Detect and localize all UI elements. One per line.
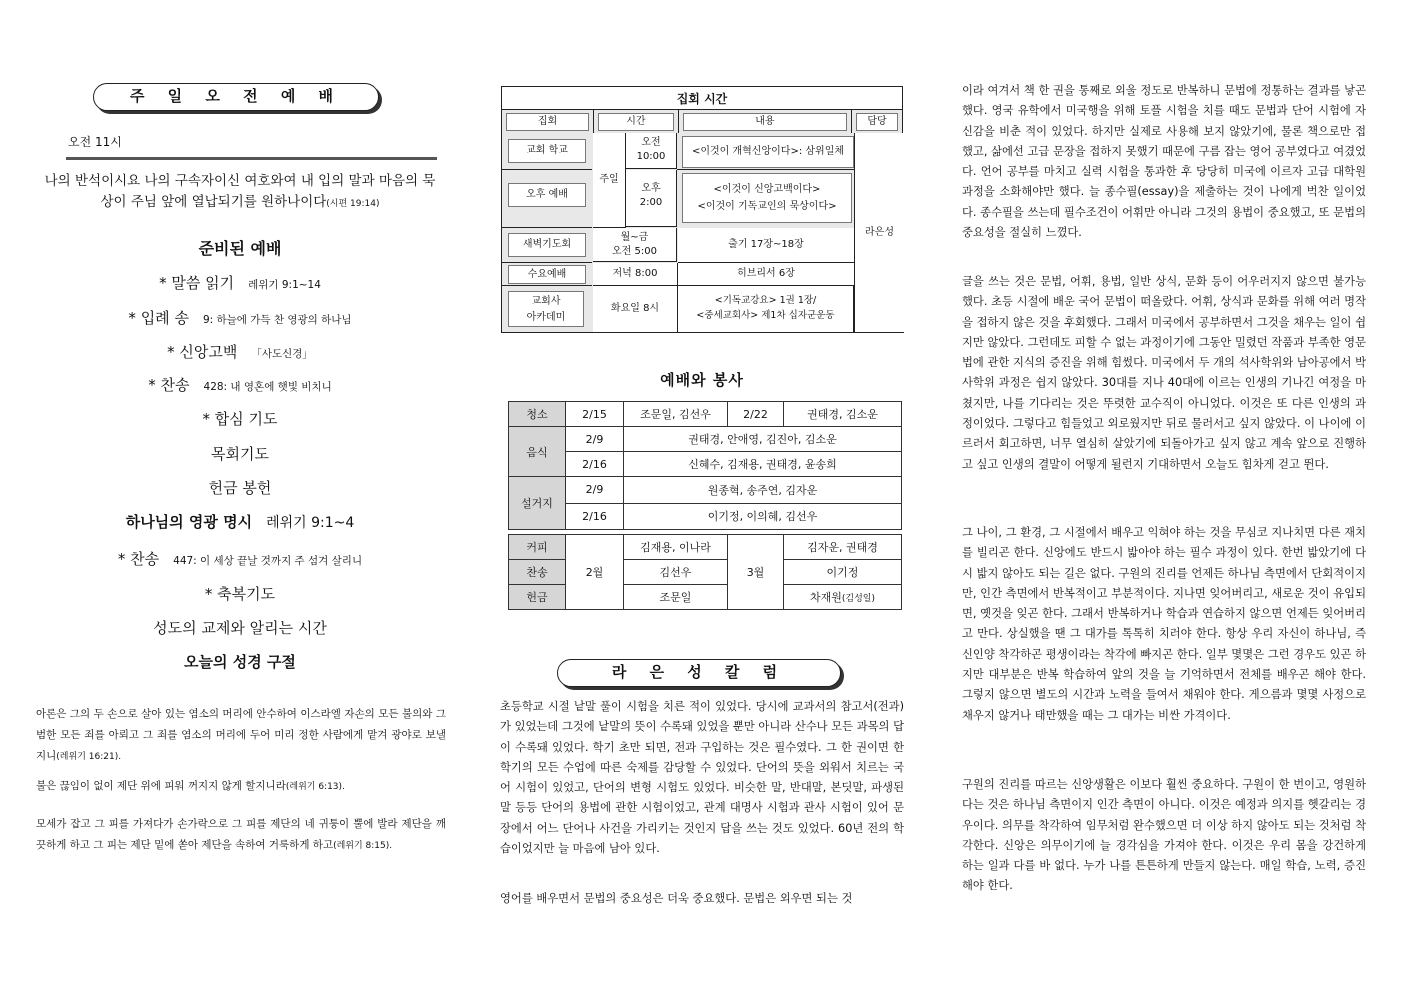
- role-people: [784, 585, 902, 610]
- order-label: * 찬송: [148, 376, 190, 394]
- role-label: 설거지: [509, 477, 566, 530]
- order-item: [30, 374, 450, 395]
- morning-service-title: 주 일 오 전 예 배: [93, 83, 379, 111]
- order-item: [30, 617, 450, 638]
- role-people: 이기정, 이의혜, 김선우: [624, 503, 902, 530]
- role-label: 찬송: [509, 560, 566, 585]
- order-item: [30, 307, 450, 328]
- role-people: 신혜수, 김재용, 권태경, 윤송희: [624, 452, 902, 477]
- order-label: 하나님의 영광 명시: [125, 513, 253, 531]
- scripture-verse: [36, 704, 446, 768]
- role-date: 2/15: [566, 402, 624, 427]
- content-cell: <이것이 신앙고백이다> <이것이 기독교인의 묵상이다>: [682, 173, 852, 223]
- meeting-name: 새벽기도회: [508, 233, 586, 257]
- prepared-worship-title: 준비된 예배: [198, 239, 282, 258]
- role-label: 음식: [509, 427, 566, 477]
- role-label: 헌금: [509, 585, 566, 610]
- order-item: [30, 272, 450, 293]
- call-to-worship: [40, 171, 440, 215]
- order-detail: 428: 내 영혼에 햇빛 비치니: [203, 381, 332, 393]
- role-people: 권태경, 안애영, 김진아, 김소운: [624, 427, 902, 452]
- header-time: 시간: [598, 113, 674, 131]
- column-paragraph: 초등학교 시절 낱말 풀이 시험을 치른 적이 있었다. 당시에 교과서의 참고서(전과)가 있었는데 그것에 낱말의 뜻이 수록돼 있었을 뿐만 아니라 산수나 모든 과목의 답이 수록돼 있었다. 학기 초만 되면, 전과 구입하는 것은 필수였다. 그 한 권이면 한 학기의 모든 수업에 따른 숙제를 감당할 수 있었다. 단어의 뜻을 외워서 치르는 국어 시험이 있었고, 단어의 변형 시험도 있었다. 비슷한 말, 반대말, 본딧말, 파생된 말 등등 단어의 용법에 관한 시험이었고, 관계 대명사 시험과 관사 시험이 있어 문장에서 어느 단어나 사건을 가리키는 것인지 답을 쓰는 것도 있었다. 60년 전의 학습이었지만 늘 마음에 남아 있다.: [500, 700, 904, 856]
- order-detail: 9: 하늘에 가득 찬 영광의 하나님: [202, 314, 352, 326]
- column-paragraph: 영어를 배우면서 문법의 중요성은 더욱 중요했다. 문법은 외우면 되는 것: [500, 892, 853, 905]
- order-item: [30, 341, 450, 362]
- order-detail: 「사도신경」: [251, 348, 313, 360]
- role-people: 권태경, 김소운: [784, 402, 902, 427]
- order-item: [30, 651, 450, 672]
- time-cell: 저녁 8:00: [593, 263, 678, 286]
- meeting-name: 교회사 아카데미: [508, 291, 584, 327]
- order-label: * 말씀 읽기: [159, 274, 235, 292]
- verse-text: 아론은 그의 두 손으로 살아 있는 염소의 머리에 안수하여 이스라엘 자손의 모든 불의와 그 범한 모든 죄를 아뢰고 그 죄를 염소의 머리에 두어 미리 정한 사람에게 맡겨 광야로 보낼지니: [36, 708, 446, 762]
- divider: [66, 157, 437, 160]
- column-paragraph: 이라 여겨서 책 한 권을 통째로 외울 정도로 반복하니 문법에 정통하는 결과를 낳곤 했다. 영국 유학에서 미국행을 위해 토플 시험을 치를 때도 문법과 단어 시험에 자신감을 비춘 적이 있었다. 하지만 실제로 사용해 보지 않았기에, 물론 책으로만 접했고, 삶에선 고급 문장을 접하지 못했기 때문에 구름 잡는 영어 공부였다고 여겼었다. 언어 공부를 마치고 실력 시험을 통과한 후 당당히 미국에 이르자 고급 대학원 과정을 소화해야만 했다. 늘 종수필(essay)을 제출하는 것이 나에게 벅찬 일이었다. 종수필을 쓰는데 필수조건이 어휘만 아니라 그것의 용법이 중요했고, 또 문법의 중요성을 절실히 느꼈다.: [962, 84, 1366, 240]
- time-cell: 오전 10:00: [626, 133, 677, 169]
- order-item: [30, 511, 450, 532]
- time-cell: 오후 2:00: [626, 170, 677, 227]
- monthly-roles-table: [508, 534, 902, 610]
- header-content: 내용: [683, 113, 847, 131]
- order-detail: 레위기 9:1~4: [266, 515, 355, 531]
- service-time: 오전 11시: [68, 135, 122, 149]
- order-label: * 찬송: [117, 550, 160, 568]
- role-date: 2/16: [566, 503, 624, 530]
- meeting-times-table: [501, 86, 903, 135]
- order-label: 헌금 봉헌: [208, 479, 272, 497]
- role-label: 커피: [509, 535, 566, 560]
- order-label: 성도의 교제와 알리는 시간: [153, 619, 327, 637]
- offering-note: (김성일): [841, 594, 875, 604]
- leader-cell: 라은성: [854, 133, 904, 332]
- role-people: 김자운, 권태경: [784, 535, 902, 560]
- role-people: 조문일: [624, 585, 728, 610]
- month-label: 3월: [728, 535, 784, 610]
- sunday-cell: 주일: [593, 133, 626, 228]
- order-label: * 합심 기도: [202, 410, 278, 428]
- role-people: 김선우: [624, 560, 728, 585]
- role-date: 2/22: [728, 402, 784, 427]
- role-people: 김재용, 이나라: [624, 535, 728, 560]
- header-meeting: 집회: [506, 113, 589, 131]
- order-label: * 축복기도: [204, 585, 276, 603]
- meeting-times-body: [501, 133, 904, 333]
- verse-ref: (레위기 6:13).: [285, 782, 345, 792]
- column-paragraph: 글을 쓰는 것은 문법, 어휘, 용법, 일반 상식, 문화 등이 어우러지지 않으면 불가능했다. 초등 시절에 배운 국어 문법이 떠올랐다. 어휘, 상식과 문화를 위해 여러 명작을 접하지 않은 것을 후회했다. 그래서 미국에서 공부하면서 그것을 채우는 일이 쉽지만 않았다. 그런데도 피할 수 없는 과정이기에 그동안 밀렸던 작품과 부족한 영문법에 관한 지식의 증진을 위해 힘썼다. 미국에서 두 개의 석사학위와 남아공에서 박사학위 과정은 쉽지 않았다. 30대를 지나 40대에 이르는 인생의 기나긴 여정을 마쳤지만, 나를 기다리는 것은 뚜렷한 교수직이 아니었다. 이것은 또 다른 인생의 과정이었다. 그렇다고 힘들었고 외로웠지만 뒤로 물러서고 싶지 않았다. 이 나이에 이르러서 회고하면, 너무 열심히 살았기에 되돌아가고 싶지 않고 계속 앞으로 진행하고 싶고 인생의 결말이 어떻게 될런지 기대하면서 오늘도 힘차게 걷고 뛴다.: [962, 275, 1366, 471]
- order-item: [30, 548, 450, 569]
- verse-ref: (레위기 8:15).: [333, 841, 393, 851]
- meeting-name: 수요예배: [508, 265, 586, 284]
- verse-text: 불은 끊임이 없이 제단 위에 피워 꺼지지 않게 할지니라: [36, 780, 286, 792]
- month-label: 2월: [566, 535, 624, 610]
- column-title: 라 은 성 칼 럼: [557, 659, 841, 687]
- call-to-worship-ref: (시편 19:14): [326, 199, 380, 209]
- order-label: 오늘의 성경 구절: [184, 653, 296, 671]
- content-cell: 히브리서 6장: [678, 263, 855, 286]
- header-leader: 담당: [856, 113, 898, 131]
- role-date: 2/9: [566, 477, 624, 504]
- role-date: 2/9: [566, 427, 624, 452]
- verse-text: 모세가 잡고 그 피를 가져다가 손가락으로 그 피를 제단의 네 귀퉁이 뿔에 발라 제단을 깨끗하게 하고 그 피는 제단 밑에 쏟아 제단을 속하여 거룩하게 하고: [36, 818, 446, 851]
- content-cell: <이것이 개혁신앙이다>: 삼위일체: [682, 136, 854, 168]
- scripture-verse: [36, 814, 446, 857]
- order-label: * 입례 송: [128, 309, 189, 327]
- content-cell: <기독교강요> 1권 1장/ <중세교회사> 제1차 십자군운동: [678, 286, 854, 332]
- role-date: 2/16: [566, 452, 624, 477]
- time-cell: 월~금 오전 5:00: [593, 228, 677, 262]
- order-detail: 447: 이 세상 끝날 것까지 주 섬겨 살리니: [173, 555, 363, 567]
- order-item: [30, 443, 450, 464]
- role-people: 조문일, 김선우: [624, 402, 728, 427]
- meeting-name: 오후 예배: [508, 183, 586, 207]
- content-cell: 출기 17장~18장: [678, 228, 855, 263]
- order-item: [30, 583, 450, 604]
- order-detail: 레위기 9:1~14: [248, 279, 321, 291]
- order-item: [30, 477, 450, 498]
- offering-name: 차재원: [810, 591, 842, 604]
- column-paragraph: 구원의 진리를 따르는 신앙생활은 이보다 훨씬 중요하다. 구원이 한 번이고, 영원하다는 것은 하나님 측면이지 인간 측면이 아니다. 이것은 예정과 의지를 헷갈리는 경우이다. 의무를 착각하여 임무처럼 완수했으면 더 이상 하지 않아도 되는 것처럼 착각한다. 신앙은 의무이기에 늘 경각심을 가져야 한다. 이것은 우리 몸을 강건하게 하는 일과 다를 바 없다. 누가 나를 튼튼하게 만들지 않는다. 매일 학습, 노력, 증진해야 한다.: [962, 778, 1366, 893]
- order-label: 목회기도: [211, 445, 269, 463]
- order-label: * 신앙고백: [167, 343, 238, 361]
- meeting-name: 교회 학교: [508, 139, 586, 163]
- service-roles-title: 예배와 봉사: [660, 371, 744, 389]
- column-paragraph: 그 나이, 그 환경, 그 시절에서 배우고 익혀야 하는 것을 무심코 지나치면 다른 재치를 빌리곤 한다. 신앙에도 반드시 밟아야 하는 필수 과정이 있다. 한번 밟았기에 다시 밟지 않아도 되는 길은 없다. 구원의 진리를 언제든 하나님 측면에서 단회적이지만, 인간 측면에서 반복적이고 부분적이다. 지나면 잊어버리고, 새로운 것이 유입되면, 옛것을 잊곤 한다. 그래서 반복하거나 학습과 연습하지 않으면 언제든 잊어버리고 만다. 상실했을 땐 그 대가를 톡톡히 치러야 한다. 항상 우리 자신이 하나님, 즉 신인양 착각하곤 평생이라는 착각에 빠지곤 한다. 일부 몇몇은 그런 경우도 있곤 하지만 대부분은 반복 학습하여 앞의 것을 늘 기억하면서 전체를 배우곤 해야 한다. 그렇지 않으면 별도의 시간과 노력을 들여서 채워야 한다. 게으름과 몇몇 사정으로 채우지 않거나 태만했을 때는 그 대가는 비싼 가격이다.: [962, 526, 1366, 722]
- verse-ref: (레위기 16:21).: [56, 752, 122, 762]
- role-people: 원종혁, 송주연, 김자운: [624, 477, 902, 504]
- call-to-worship-text: 나의 반석이시요 나의 구속자이신 여호와여 내 입의 말과 마음의 묵상이 주님 앞에 열납되기를 원하나이다: [44, 173, 436, 210]
- service-roles-table: [508, 401, 902, 530]
- order-item: [30, 408, 450, 429]
- scripture-verse: [36, 776, 446, 798]
- time-cell: 화요일 8시: [593, 286, 678, 332]
- meeting-times-title: 집회 시간: [502, 87, 903, 110]
- role-people: 이기정: [784, 560, 902, 585]
- role-label: 청소: [509, 402, 566, 427]
